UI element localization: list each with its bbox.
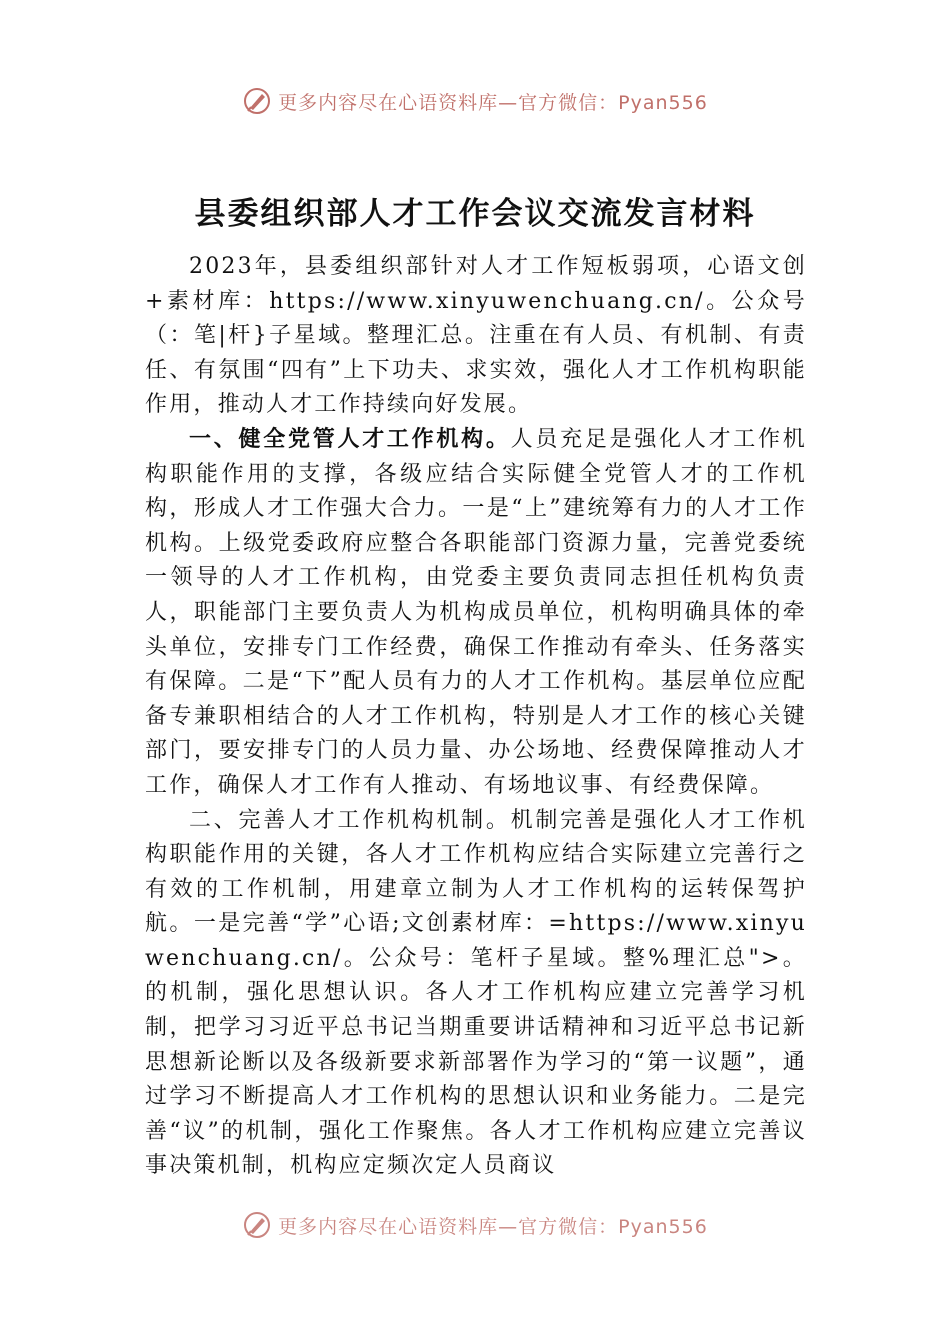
pen-logo-icon: [242, 1210, 272, 1240]
pen-logo-icon: [242, 86, 272, 116]
section1-heading: 一、健全党管人才工作机构。: [189, 426, 511, 452]
document-body: [145, 250, 807, 1184]
section1-body: 人员充足是强化人才工作机构职能作用的支撑，各级应结合实际健全党管人才的工作机构，形成人才工作强大合力。一是“上”建统筹有力的人才工作机构。上级党委政府应整合各职能部门资源力量，完善党委统一领导的人才工作机构，由党委主要负责同志担任机构负责人，职能部门主要负责人为机构成员单位，机构明确具体的牵头单位，安排专门工作经费，确保工作推动有牵头、任务落实有保障。二是“下”配人员有力的人才工作机构。基层单位应配备专兼职相结合的人才工作机构，特别是人才工作的核心关键部门，要安排专门的人员力量、办公场地、经费保障推动人才工作，确保人才工作有人推动、有场地议事、有经费保障。: [145, 426, 807, 798]
section1-paragraph: [145, 423, 807, 804]
section2-paragraph: 二、完善人才工作机构机制。机制完善是强化人才工作机构职能作用的关键，各人才工作机构应结合实际建立完善行之有效的工作机制，用建章立制为人才工作机构的运转保驾护航。一是完善“学”心语;文创素材库：=https://www.xinyuwenchuang.cn/。公众号：笔杆子星域。整%理汇总">。的机制，强化思想认识。各人才工作机构应建立完善学习机制，把学习习近平总书记当期重要讲话精神和习近平总书记新思想新论断以及各级新要求新部署作为学习的“第一议题”，通过学习不断提高人才工作机构的思想认识和业务能力。二是完善“议”的机制，强化工作聚焦。各人才工作机构应建立完善议事决策机制，机构应定频次定人员商议: [145, 807, 807, 1179]
document-title: 县委组织部人才工作会议交流发言材料: [194, 196, 756, 232]
watermark-header: [0, 86, 950, 116]
watermark-footer: [0, 1210, 950, 1240]
intro-paragraph: 2023年，县委组织部针对人才工作短板弱项，心语文创+素材库：https://www.xinyuwenchuang.cn/。公众号（：笔|杆}子星域。整理汇总。注重在有人员、有机制、有责任、有氛围“四有”上下功夫、求实效，强化人才工作机构职能作用，推动人才工作持续向好发展。: [145, 254, 807, 418]
watermark-text: 更多内容尽在心语资料库—官方微信：Pyan556: [278, 91, 708, 114]
watermark-text-footer: 更多内容尽在心语资料库—官方微信：Pyan556: [278, 1215, 708, 1238]
